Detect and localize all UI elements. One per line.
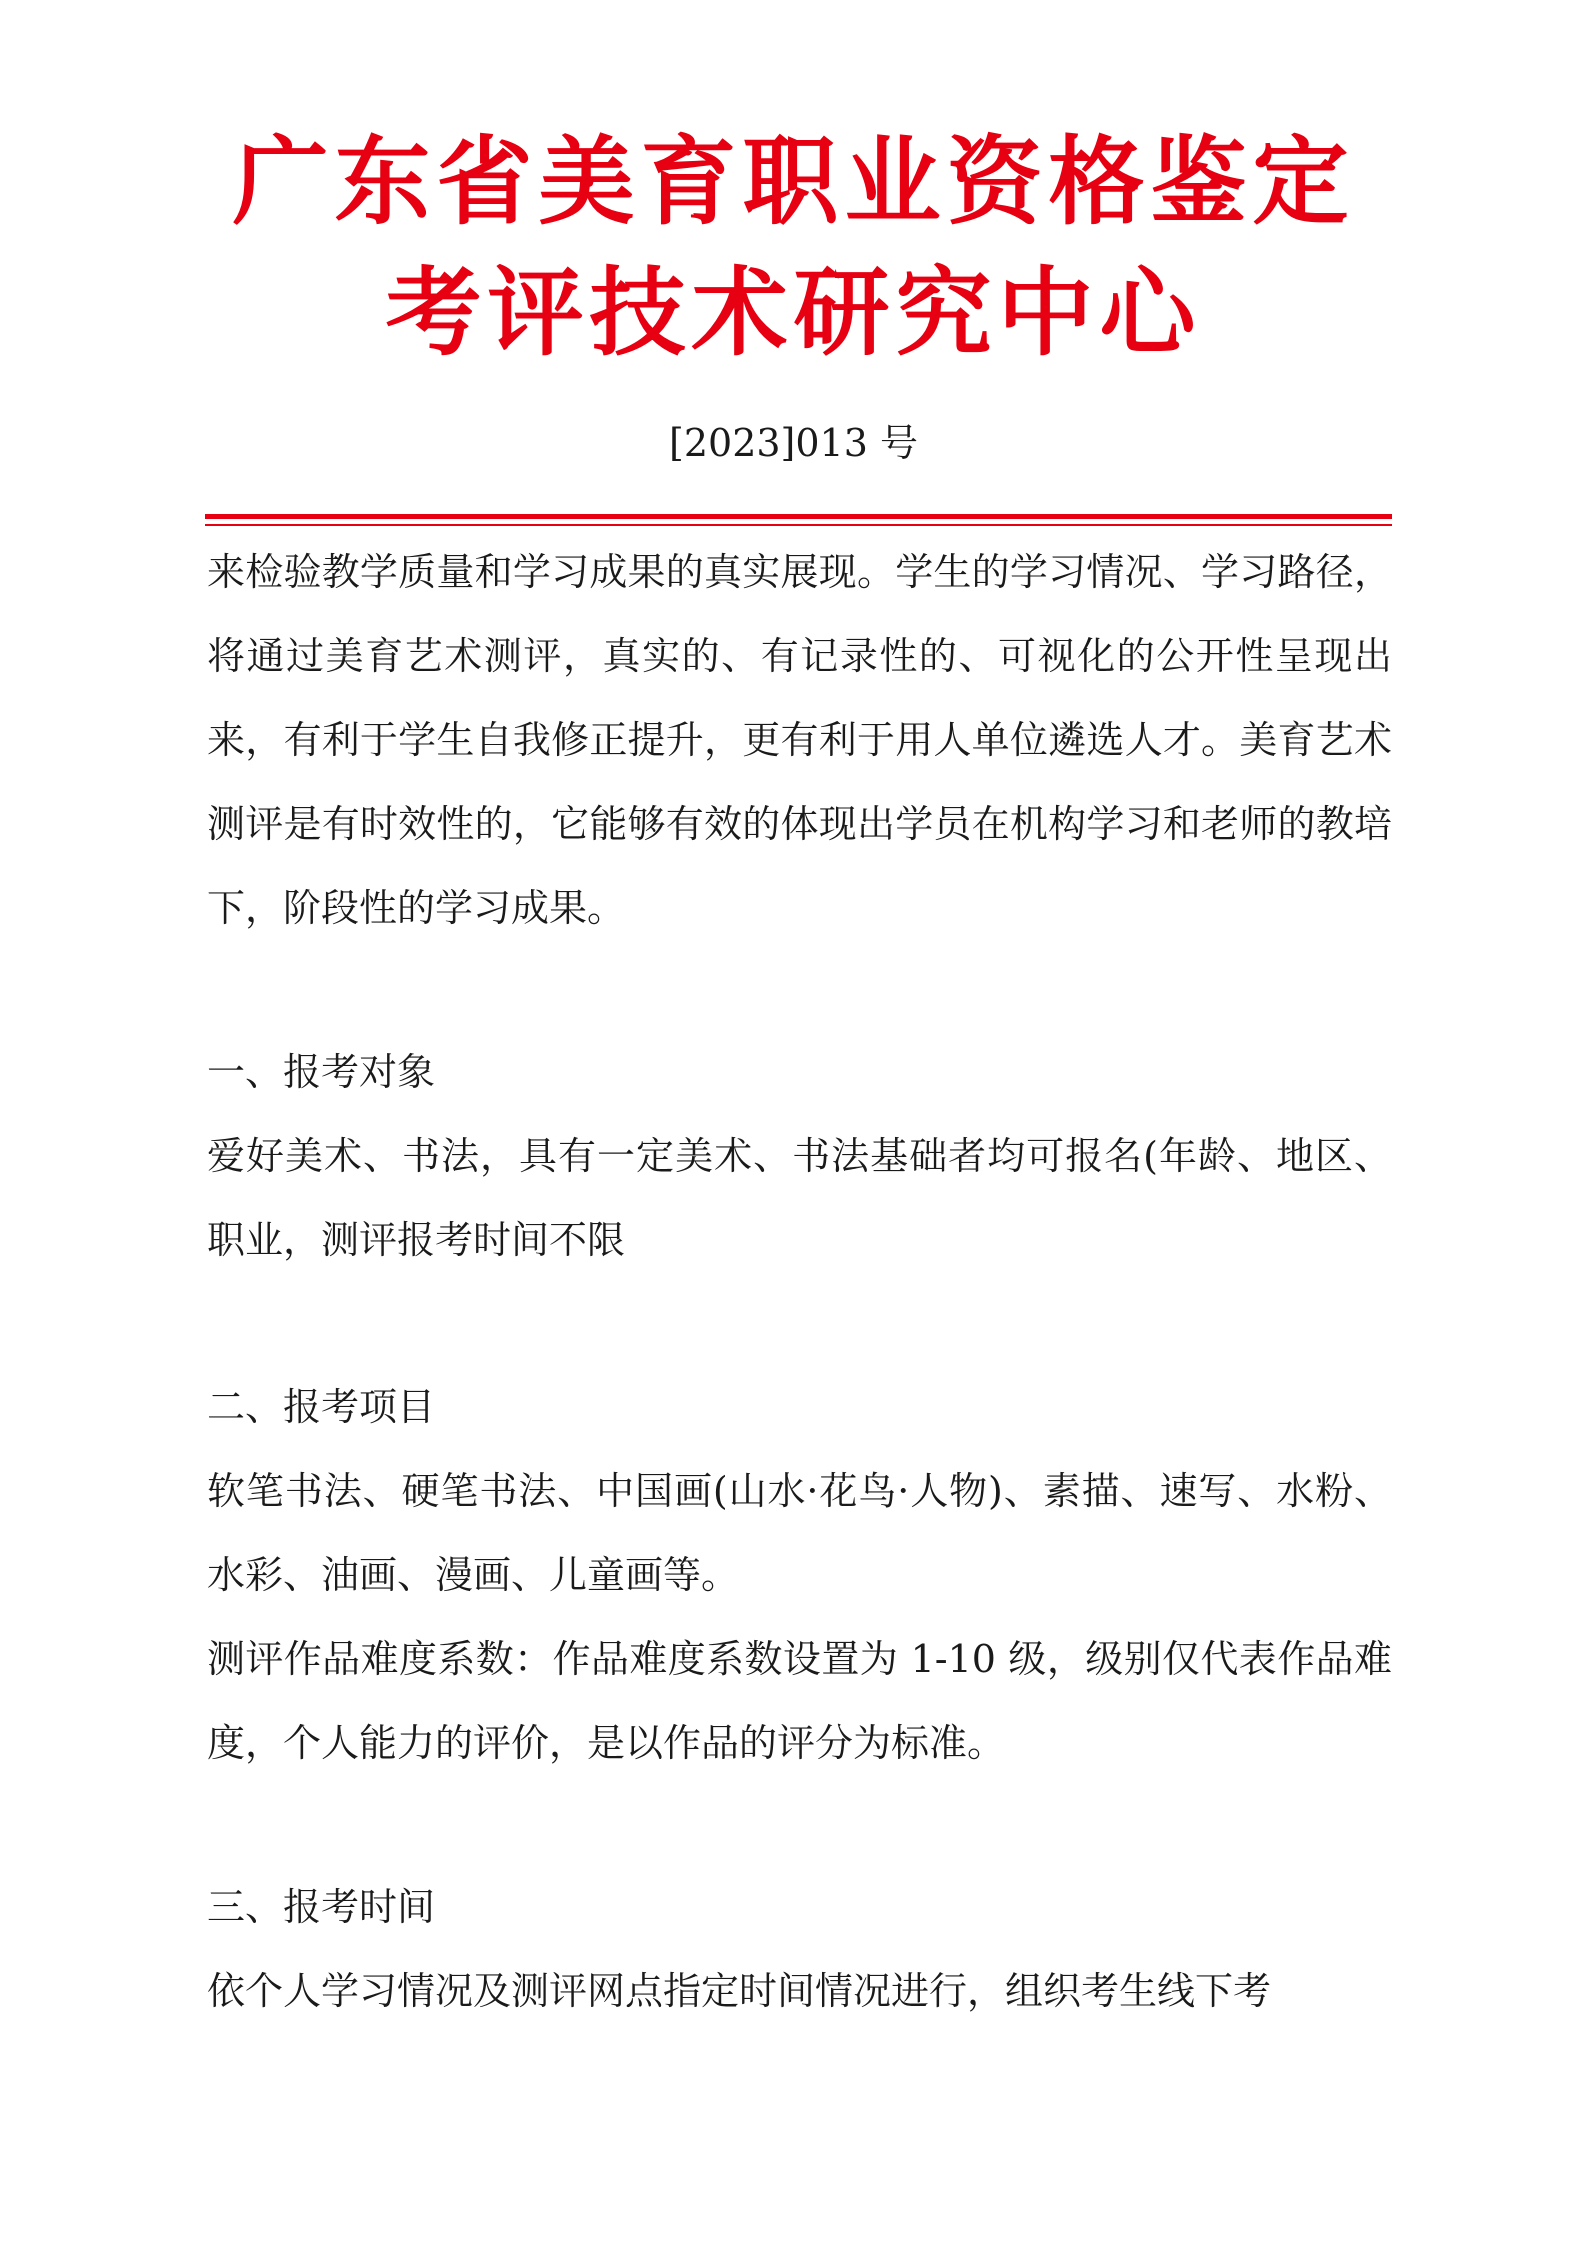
org-title-line-2: 考评技术研究中心 bbox=[385, 256, 1202, 369]
section-paragraph: 爱好美术、书法，具有一定美术、书法基础者均可报名(年龄、地区、职业，测评报考时间不限 bbox=[207, 1134, 1392, 1262]
section-heading-subjects: 二、报考项目 bbox=[207, 1385, 436, 1429]
section-paragraph: 测评作品难度系数：作品难度系数设置为 1-10 级，级别仅代表作品难度，个人能力的评价，是以作品的评分为标准。 bbox=[207, 1637, 1392, 1765]
section-heading-eligibility: 一、报考对象 bbox=[207, 1050, 436, 1094]
org-title-line-1: 广东省美育职业资格鉴定 bbox=[232, 125, 1355, 238]
document-number: [2023]013 号 bbox=[669, 421, 918, 465]
red-rule-thin bbox=[205, 524, 1392, 526]
section-paragraph: 软笔书法、硬笔书法、中国画(山水·花鸟·人物)、素描、速写、水粉、水彩、油画、漫画、儿童画等。 bbox=[207, 1469, 1392, 1597]
section-schedule bbox=[207, 1865, 1392, 2033]
section-heading-schedule: 三、报考时间 bbox=[207, 1885, 436, 1929]
section-paragraph: 依个人学习情况及测评网点指定时间情况进行，组织考生线下考 bbox=[207, 1969, 1272, 2013]
intro-block bbox=[207, 530, 1392, 950]
section-subjects bbox=[207, 1365, 1392, 1785]
red-rule-thick bbox=[205, 514, 1392, 519]
intro-paragraph: 来检验教学质量和学习成果的真实展现。学生的学习情况、学习路径，将通过美育艺术测评，真实的、有记录性的、可视化的公开性呈现出来，有利于学生自我修正提升，更有利于用人单位遴选人才。美育艺术测评是有时效性的，它能够有效的体现出学员在机构学习和老师的教培下，阶段性的学习成果。 bbox=[207, 550, 1392, 930]
section-eligibility bbox=[207, 1030, 1392, 1282]
